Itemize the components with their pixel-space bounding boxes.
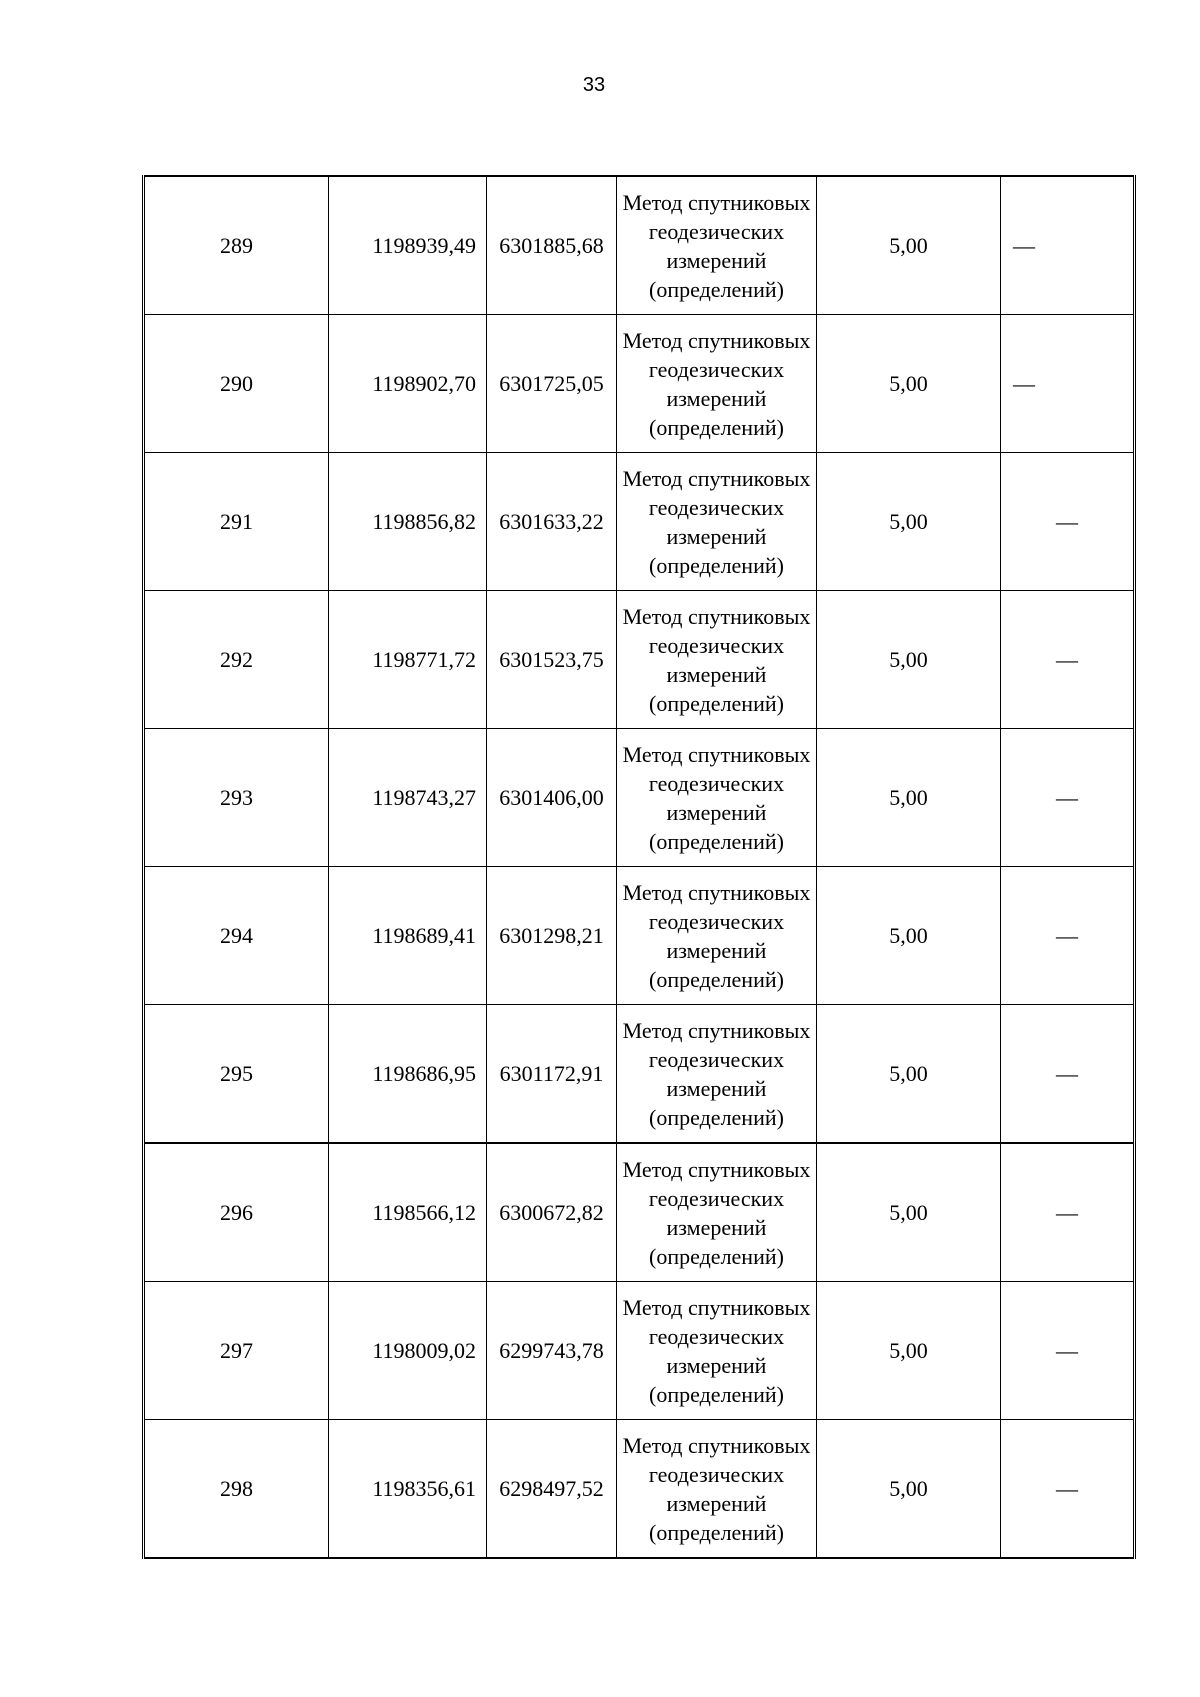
table-row (144, 1005, 1135, 1144)
x-coordinate-cell: 1198939,49 (329, 176, 487, 315)
note-cell: — (1001, 176, 1135, 315)
accuracy-cell: 5,00 (817, 453, 1001, 591)
note-cell: — (1001, 453, 1135, 591)
method-cell: Метод спутниковых геодезических измерений (определений) (617, 867, 817, 1005)
note-cell: — (1001, 1420, 1135, 1559)
page-number: 33 (582, 74, 606, 96)
y-coordinate-cell: 6301298,21 (487, 867, 617, 1005)
accuracy-cell: 5,00 (817, 1420, 1001, 1559)
method-cell: Метод спутниковых геодезических измерений (определений) (617, 729, 817, 867)
accuracy-cell: 5,00 (817, 1282, 1001, 1420)
x-coordinate-cell: 1198356,61 (329, 1420, 487, 1559)
method-cell: Метод спутниковых геодезических измерений (определений) (617, 1005, 817, 1144)
table-row (144, 729, 1135, 867)
point-number-cell: 294 (144, 867, 329, 1005)
note-cell: — (1001, 1282, 1135, 1420)
point-number-cell: 289 (144, 176, 329, 315)
method-cell: Метод спутниковых геодезических измерений (определений) (617, 176, 817, 315)
note-cell: — (1001, 1143, 1135, 1282)
table-row (144, 315, 1135, 453)
y-coordinate-cell: 6301725,05 (487, 315, 617, 453)
note-cell: — (1001, 729, 1135, 867)
table-row (144, 1282, 1135, 1420)
table-row (144, 176, 1135, 315)
note-cell: — (1001, 591, 1135, 729)
method-cell: Метод спутниковых геодезических измерений (определений) (617, 315, 817, 453)
point-number-cell: 298 (144, 1420, 329, 1559)
note-cell: — (1001, 315, 1135, 453)
point-number-cell: 292 (144, 591, 329, 729)
table-row (144, 453, 1135, 591)
x-coordinate-cell: 1198009,02 (329, 1282, 487, 1420)
point-number-cell: 297 (144, 1282, 329, 1420)
coordinates-table (142, 175, 1136, 1559)
accuracy-cell: 5,00 (817, 1143, 1001, 1282)
accuracy-cell: 5,00 (817, 176, 1001, 315)
accuracy-cell: 5,00 (817, 315, 1001, 453)
x-coordinate-cell: 1198771,72 (329, 591, 487, 729)
table-row (144, 591, 1135, 729)
y-coordinate-cell: 6300672,82 (487, 1143, 617, 1282)
table-row (144, 1143, 1135, 1282)
point-number-cell: 290 (144, 315, 329, 453)
method-cell: Метод спутниковых геодезических измерений (определений) (617, 591, 817, 729)
point-number-cell: 291 (144, 453, 329, 591)
point-number-cell: 295 (144, 1005, 329, 1144)
y-coordinate-cell: 6301633,22 (487, 453, 617, 591)
method-cell: Метод спутниковых геодезических измерений (определений) (617, 1282, 817, 1420)
x-coordinate-cell: 1198566,12 (329, 1143, 487, 1282)
y-coordinate-cell: 6299743,78 (487, 1282, 617, 1420)
y-coordinate-cell: 6301885,68 (487, 176, 617, 315)
method-cell: Метод спутниковых геодезических измерений (определений) (617, 1420, 817, 1559)
note-cell: — (1001, 1005, 1135, 1144)
x-coordinate-cell: 1198743,27 (329, 729, 487, 867)
accuracy-cell: 5,00 (817, 729, 1001, 867)
accuracy-cell: 5,00 (817, 867, 1001, 1005)
accuracy-cell: 5,00 (817, 1005, 1001, 1144)
x-coordinate-cell: 1198902,70 (329, 315, 487, 453)
y-coordinate-cell: 6298497,52 (487, 1420, 617, 1559)
table-row (144, 867, 1135, 1005)
method-cell: Метод спутниковых геодезических измерений (определений) (617, 453, 817, 591)
y-coordinate-cell: 6301406,00 (487, 729, 617, 867)
point-number-cell: 296 (144, 1143, 329, 1282)
y-coordinate-cell: 6301172,91 (487, 1005, 617, 1144)
point-number-cell: 293 (144, 729, 329, 867)
note-cell: — (1001, 867, 1135, 1005)
y-coordinate-cell: 6301523,75 (487, 591, 617, 729)
x-coordinate-cell: 1198686,95 (329, 1005, 487, 1144)
x-coordinate-cell: 1198856,82 (329, 453, 487, 591)
method-cell: Метод спутниковых геодезических измерений (определений) (617, 1143, 817, 1282)
accuracy-cell: 5,00 (817, 591, 1001, 729)
table-row (144, 1420, 1135, 1559)
x-coordinate-cell: 1198689,41 (329, 867, 487, 1005)
